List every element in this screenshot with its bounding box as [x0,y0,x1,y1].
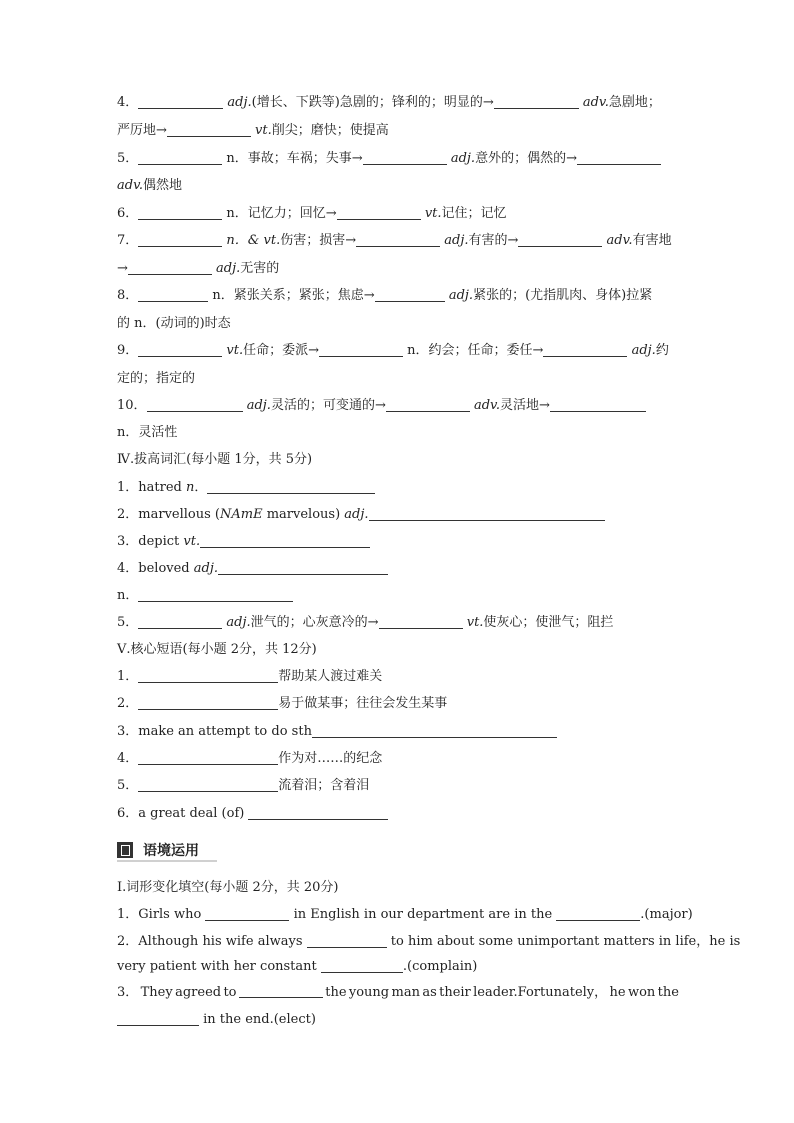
definition: 有害地 [632,233,672,248]
answer-blank[interactable] [138,287,208,302]
fill-question-3-cont [117,1010,316,1030]
answer-blank[interactable] [363,150,447,165]
question-word: young [348,985,390,1000]
item-number: 4． [117,751,139,766]
definition: 约 [655,343,669,358]
answer-blank[interactable] [319,342,403,357]
definition: 偶然地 [143,178,183,193]
fill-question-2-cont [117,957,477,977]
advanced-item-1 [117,478,375,498]
answer-blank[interactable] [128,260,212,275]
answer-blank[interactable] [577,150,661,165]
question-word: They [140,985,173,1000]
definition: 的 n．(动词的)时态 [117,316,231,331]
advanced-item-4-noun [117,586,293,606]
answer-blank[interactable] [494,94,579,109]
item-number: 2． [117,696,139,711]
item-number: 1． [117,669,139,684]
definition: 使灰心；使泄气；阻拦 [483,615,614,630]
definition: 泄气的；心灰意冷的→ [250,615,379,630]
answer-blank[interactable] [138,205,222,220]
question-word: their [439,985,471,1000]
pos-label: adj. [246,398,271,413]
item-number: 3． [117,985,139,1000]
pos-label: vt. [466,615,484,630]
answer-blank[interactable] [379,614,463,629]
advanced-item-3 [117,532,370,552]
definition: 记住；记忆 [441,206,507,221]
question-hint: .(major) [640,907,693,922]
vocab-item-10-cont [117,423,177,443]
item-number: 5． [117,151,139,166]
question-text: very patient with her constant [117,959,321,974]
pos-label: n [185,480,195,495]
vocab-item-8-cont [117,314,231,334]
pos-label: adv. [473,398,500,413]
definition: 帮助某人渡过难关 [278,669,383,684]
answer-blank[interactable] [550,397,646,412]
definition: 任命；委派→ [243,343,320,358]
pos-label: adj. [450,151,476,166]
context-section-header [117,840,427,864]
advanced-item-5 [117,613,613,633]
question-word: won [627,985,656,1000]
answer-blank[interactable] [138,342,222,357]
answer-blank[interactable] [556,906,640,921]
answer-blank[interactable] [248,805,388,820]
definition: 伤害；损害→ [280,233,357,248]
pos-label: n． [117,588,139,603]
term: 2．marvellous ( [117,507,220,522]
answer-blank[interactable] [218,560,388,575]
item-number: 10． [117,398,147,413]
pos-label: adj. [193,561,219,576]
pos-label: adj. [226,615,251,630]
question-hint: in the end.(elect) [199,1012,316,1027]
section-heading: 语境运用 [143,843,199,859]
item-number: 5． [117,615,139,630]
vocab-item-4-cont [117,121,389,141]
definition: n．记忆力；回忆→ [226,206,337,221]
definition: n．事故；车祸；失事→ [226,151,363,166]
definition: 无害的 [240,261,280,276]
pos-label: n．& vt. [226,233,281,248]
phrase-item-1 [117,667,382,687]
item-number: 9． [117,343,139,358]
pos-label: adv. [582,95,609,110]
vocab-item-5-cont [117,176,182,196]
definition: 作为对……的纪念 [278,751,383,766]
definition: 意外的；偶然的→ [475,151,577,166]
definition: 紧张的；(尤指肌肉、身体)拉紧 [473,288,653,303]
answer-blank[interactable] [307,933,387,948]
question-word: the [657,985,679,1000]
pos-label: vt. [183,534,201,549]
answer-blank[interactable] [543,342,627,357]
answer-blank[interactable] [138,587,293,602]
fill-question-2 [117,932,740,952]
pos-label: adj. [448,288,474,303]
item-number: 8． [117,288,139,303]
fill-question-3 [117,983,679,1003]
answer-blank[interactable] [375,287,445,302]
question-text: 2．Although his wife always [117,934,307,949]
answer-blank[interactable] [138,750,278,765]
pos-label: adv. [117,178,144,193]
answer-blank[interactable] [200,533,370,548]
vocab-item-8 [117,286,652,306]
advanced-item-2 [117,505,605,525]
answer-blank[interactable] [167,122,251,137]
answer-blank[interactable] [138,777,278,792]
pos-label: adv. [606,233,633,248]
term: 1．hatred [117,480,186,495]
vocab-item-9 [117,341,669,361]
answer-blank[interactable] [138,94,223,109]
answer-blank[interactable] [239,983,323,998]
answer-blank[interactable] [518,232,602,247]
answer-blank[interactable] [205,906,289,921]
answer-blank[interactable] [138,232,222,247]
phrase: 3．make an attempt to do sth [117,724,312,739]
phrase-item-3 [117,722,557,742]
answer-blank[interactable] [386,397,470,412]
section-badge-icon [117,842,133,858]
question-word: man [391,985,420,1000]
answer-blank[interactable] [138,695,278,710]
advanced-item-4 [117,559,388,579]
item-number: 4． [117,95,139,110]
answer-blank[interactable] [312,723,557,738]
phrase-item-4 [117,749,382,769]
answer-blank[interactable] [138,150,222,165]
pos-label: adj. [216,261,241,276]
phrase-item-2 [117,694,447,714]
item-number: 6． [117,206,139,221]
vocab-item-6 [117,204,507,224]
phrase-item-6 [117,804,388,824]
answer-blank[interactable] [369,506,605,521]
vocab-item-10 [117,396,646,416]
vocab-item-7-cont [117,259,279,279]
question-text: 1．Girls who [117,907,206,922]
definition: 流着泪；含着泪 [278,778,370,793]
fill-question-1 [117,905,693,925]
definition: n．灵活性 [117,425,178,440]
answer-blank[interactable] [321,958,403,973]
term: marvelous) [262,507,345,522]
section-5-title: Ⅴ.核心短语(每小题 2分，共 12分) [117,642,317,657]
definition: (增长、下跌等)急剧的；锋利的；明显的→ [251,95,494,110]
term: 4．beloved [117,561,194,576]
answer-blank[interactable] [138,668,278,683]
pos-label: vt. [255,123,272,138]
definition: 削尖；磨快；使提高 [271,123,389,138]
vocab-item-7 [117,231,672,251]
definition: 易于做某事；往往会发生某事 [278,696,448,711]
definition: n．紧张关系；紧张；焦虑→ [212,288,375,303]
answer-blank[interactable] [138,614,222,629]
answer-blank[interactable] [147,397,243,412]
question-word: as [422,985,437,1000]
answer-blank[interactable] [356,232,440,247]
punct: ． [194,480,208,495]
question-text: in English in our department are in the [289,907,557,922]
term: 3．depict [117,534,184,549]
pos-label: vt. [226,343,244,358]
phrase-item-5 [117,776,369,796]
answer-blank[interactable] [117,1011,199,1026]
question-hint: .(complain) [402,959,478,974]
pos-label: adj. [631,343,656,358]
definition: n．约会；任命；委任→ [407,343,544,358]
question-word: leader.Fortunately， [473,985,608,1000]
question-word: to [223,985,237,1000]
pos-label: adj. [344,507,369,522]
item-number: 5． [117,778,139,793]
definition: 定的；指定的 [117,371,196,386]
pos-label: adj. [227,95,252,110]
context-part-1-title: Ⅰ.词形变化填空(每小题 2分，共 20分) [117,880,339,895]
vocab-item-4 [117,93,661,113]
question-word: he [609,985,626,1000]
question-word: agreed [175,985,222,1000]
pos-label: vt. [424,206,442,221]
question-word: the [325,985,347,1000]
arrow: → [117,261,128,276]
definition: 严厉地→ [117,123,167,138]
definition: 急剧地； [608,95,661,110]
answer-blank[interactable] [207,479,375,494]
definition: 灵活地→ [500,398,550,413]
answer-blank[interactable] [337,205,421,220]
item-number: 7． [117,233,139,248]
definition: 灵活的；可变通的→ [270,398,386,413]
phrase: 6．a great deal (of) [117,806,249,821]
definition: 有害的→ [468,233,519,248]
section-4-title: Ⅳ.拔高词汇(每小题 1分，共 5分) [117,452,313,467]
vocab-item-5 [117,149,661,169]
variant-label: NAmE [220,507,263,522]
pos-label: adj. [444,233,469,248]
vocab-item-9-cont [117,369,195,389]
question-text: to him about some unimportant matters in life，he is [386,934,741,949]
